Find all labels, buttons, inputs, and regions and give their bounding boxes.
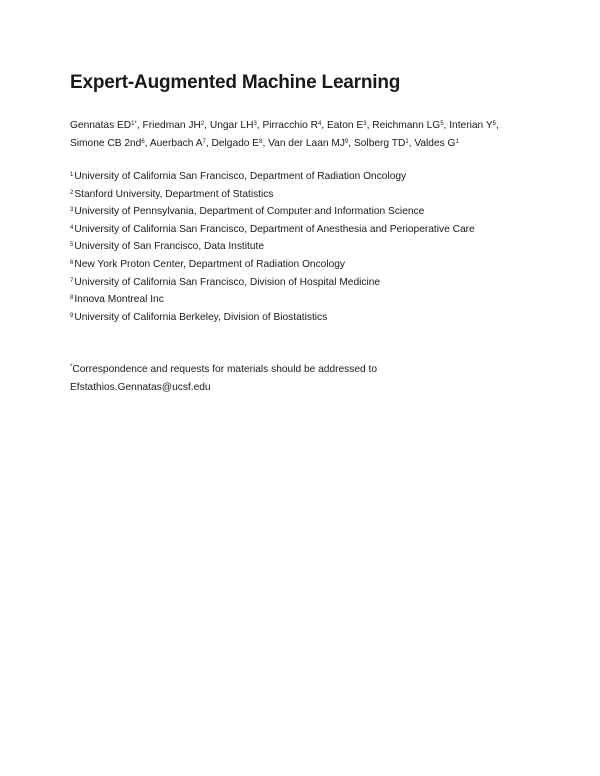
affiliation-item bbox=[70, 203, 550, 221]
author-separator: , bbox=[144, 138, 150, 149]
author-affiliation-number: 3 bbox=[363, 121, 367, 127]
author-name: Eaton E bbox=[326, 120, 364, 131]
author-affiliation-number: 9 bbox=[344, 139, 349, 145]
author-separator: , bbox=[204, 120, 210, 131]
correspondence-text: Correspondence and requests for materials should be addressed to bbox=[72, 364, 378, 375]
author bbox=[150, 138, 212, 149]
author-affiliation-number: 4 bbox=[317, 121, 322, 127]
author-separator: , bbox=[366, 120, 373, 131]
affiliation-item bbox=[70, 256, 550, 274]
author-name: Ungar LH bbox=[209, 120, 254, 131]
author-separator: , bbox=[256, 120, 263, 131]
author-name: Reichmann LG bbox=[372, 120, 441, 131]
affiliation-text: University of California Berkeley, Division of Biostatistics bbox=[74, 311, 328, 323]
author bbox=[143, 120, 210, 131]
author bbox=[372, 120, 449, 131]
author-separator: , bbox=[348, 138, 354, 149]
affiliation-number: 9 bbox=[70, 312, 74, 319]
author-affiliation-number: 1* bbox=[131, 121, 137, 127]
affiliation-item bbox=[70, 274, 550, 292]
author-name: Delgado E bbox=[211, 138, 260, 149]
author-separator: , bbox=[136, 120, 143, 131]
author-separator: , bbox=[408, 138, 415, 149]
affiliation-number: 7 bbox=[70, 277, 74, 284]
affiliation-number: 8 bbox=[70, 295, 74, 302]
affiliation-number: 1 bbox=[70, 172, 74, 178]
author-name: Solberg TD bbox=[353, 138, 406, 149]
affiliation-text: University of Pennsylvania, Department of Computer and Information Science bbox=[74, 206, 425, 218]
affiliation-text: Innova Montreal Inc bbox=[74, 294, 164, 306]
affiliation-item bbox=[70, 238, 550, 256]
affiliation-item bbox=[70, 168, 550, 186]
affiliation-number: 5 bbox=[70, 242, 74, 249]
author bbox=[449, 120, 499, 131]
affiliation-item bbox=[70, 309, 550, 327]
affiliation-number: 2 bbox=[70, 189, 74, 196]
author-separator: , bbox=[321, 120, 327, 131]
affiliation-number: 4 bbox=[70, 224, 74, 231]
author-affiliation-number: 2 bbox=[200, 121, 205, 127]
correspondence-email: Efstathios.Gennatas@ucsf.edu bbox=[70, 381, 211, 393]
author-affiliation-number: 3 bbox=[253, 121, 257, 127]
author-affiliation-number: 7 bbox=[202, 139, 206, 145]
affiliation-number: 6 bbox=[70, 259, 74, 266]
author bbox=[354, 138, 414, 149]
author-affiliation-number: 5 bbox=[440, 121, 444, 127]
author-separator: , bbox=[205, 138, 212, 149]
affiliation-text: University of San Francisco, Data Institute bbox=[74, 241, 265, 253]
affiliation-item bbox=[70, 186, 550, 204]
author bbox=[414, 138, 459, 149]
author-affiliation-number: 8 bbox=[259, 139, 263, 145]
author-separator: , bbox=[495, 120, 499, 131]
affiliation-item bbox=[70, 221, 550, 239]
author-name: Auerbach A bbox=[149, 138, 203, 149]
author bbox=[70, 120, 143, 131]
author-affiliation-number: 6 bbox=[141, 139, 145, 145]
paper-title: Expert-Augmented Machine Learning bbox=[70, 72, 401, 93]
author-name: Valdes G bbox=[414, 138, 456, 149]
author-affiliation-number: 1 bbox=[405, 139, 409, 145]
author bbox=[210, 120, 263, 131]
affiliation-text: University of California San Francisco, Department of Radiation Oncology bbox=[74, 171, 407, 182]
author-affiliation-number: 5 bbox=[492, 121, 496, 127]
author-name: Interian Y bbox=[449, 120, 493, 131]
author bbox=[212, 138, 269, 149]
author-name: Gennatas ED bbox=[70, 120, 132, 131]
author-separator: , bbox=[262, 138, 269, 149]
affiliation-number: 3 bbox=[70, 207, 74, 214]
correspondence-note bbox=[70, 361, 550, 396]
author-list bbox=[70, 117, 550, 153]
author bbox=[327, 120, 372, 131]
affiliation-text: University of California San Francisco, Department of Anesthesia and Perioperative Care bbox=[74, 223, 475, 235]
author bbox=[268, 138, 354, 149]
affiliation-list bbox=[70, 168, 550, 326]
affiliation-item bbox=[70, 291, 550, 309]
correspondence-mark: * bbox=[70, 364, 73, 370]
author-name: Simone CB 2nd bbox=[70, 138, 142, 149]
author-name: Friedman JH bbox=[142, 120, 201, 131]
author-separator: , bbox=[443, 120, 450, 131]
author-line bbox=[70, 135, 550, 153]
correspondence-line-1 bbox=[70, 361, 550, 379]
author bbox=[70, 138, 150, 149]
author-name: Van der Laan MJ bbox=[268, 138, 345, 149]
affiliation-text: New York Proton Center, Department of Radiation Oncology bbox=[74, 258, 346, 270]
affiliation-text: Stanford University, Department of Statistics bbox=[74, 188, 274, 200]
author-line bbox=[70, 117, 550, 135]
author-affiliation-number: 1 bbox=[455, 139, 459, 145]
author bbox=[262, 120, 327, 131]
affiliation-text: University of California San Francisco, Division of Hospital Medicine bbox=[74, 276, 381, 288]
author-name: Pirracchio R bbox=[262, 120, 318, 131]
